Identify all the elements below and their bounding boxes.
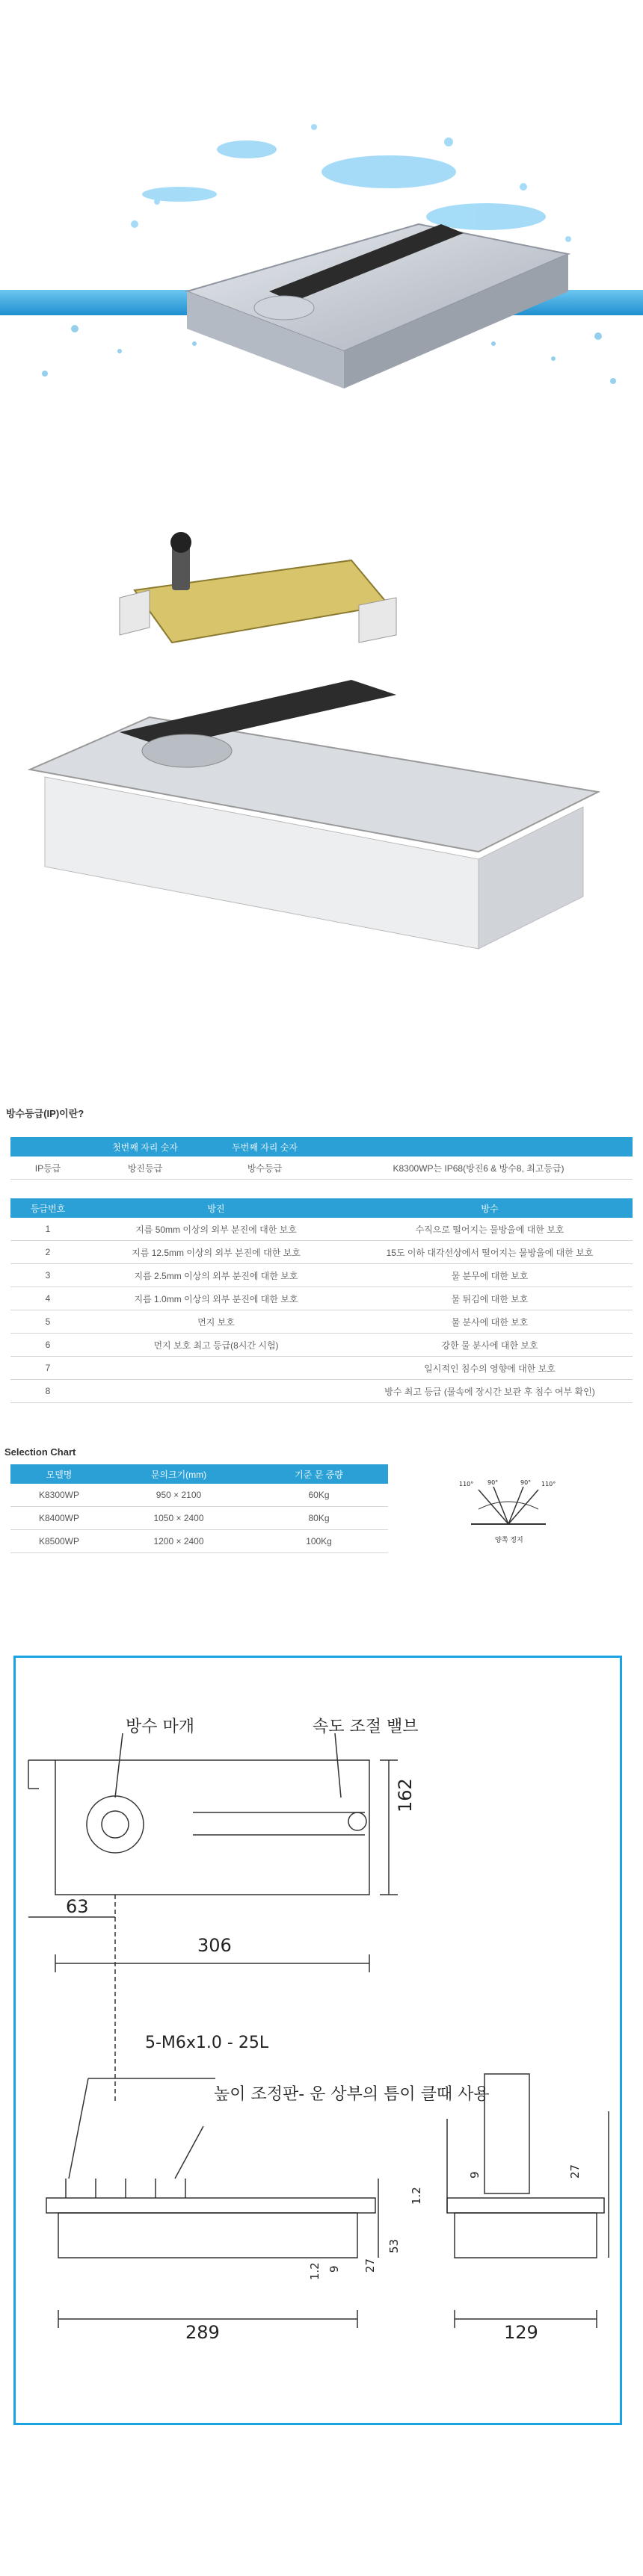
table-header-cell	[10, 1137, 85, 1157]
angle-label: 90°	[487, 1479, 499, 1486]
selection-chart-table	[10, 1464, 388, 1553]
label-height-plate: 높이 조정판- 운 상부의 틈이 클때 사용	[214, 2085, 490, 2104]
table-cell	[85, 1357, 347, 1380]
table-cell: 지름 50mm 이상의 외부 분진에 대한 보호	[85, 1218, 347, 1241]
hero-product-image	[0, 0, 643, 478]
table-cell: IP등급	[10, 1157, 85, 1180]
water-splash	[131, 124, 571, 242]
table-cell: 물 튀김에 대한 보호	[347, 1287, 633, 1310]
table-cell: 물 분무에 대한 보호	[347, 1264, 633, 1287]
table-row	[10, 1357, 633, 1380]
door-angle-diagram	[449, 1479, 568, 1554]
table-cell: K8400WP	[10, 1507, 108, 1530]
table-row	[10, 1241, 633, 1264]
table-cell: 3	[10, 1264, 85, 1287]
table-header-row	[10, 1464, 388, 1484]
table-header-cell: 방수	[347, 1198, 633, 1218]
dim-27: 27	[568, 2164, 582, 2179]
table-cell: K8300WP는 IP68(방진6 & 방수8, 최고등급)	[324, 1157, 633, 1180]
table-cell: 먼지 보호	[85, 1310, 347, 1334]
table-header-row	[10, 1137, 633, 1157]
table-row	[10, 1310, 633, 1334]
table-cell: 60Kg	[250, 1484, 388, 1507]
drawing-lines	[13, 1656, 622, 2425]
table-cell: 7	[10, 1357, 85, 1380]
table-cell: 8	[10, 1380, 85, 1403]
table-header-cell: 방진	[85, 1198, 347, 1218]
table-cell: 100Kg	[250, 1530, 388, 1553]
table-row	[10, 1484, 388, 1507]
angle-label: 90°	[520, 1479, 532, 1486]
table-cell: 지름 1.0mm 이상의 외부 분진에 대한 보호	[85, 1287, 347, 1310]
dim-306: 306	[197, 1935, 232, 1956]
table-cell: 5	[10, 1310, 85, 1334]
technical-drawing	[13, 1656, 622, 2425]
table-cell: 950 × 2100	[108, 1484, 250, 1507]
table-cell: K8500WP	[10, 1530, 108, 1553]
product-detail-image	[0, 493, 643, 1031]
table-row	[10, 1334, 633, 1357]
dim-129: 129	[504, 2322, 538, 2343]
label-screw-spec: 5-M6x1.0 - 25L	[145, 2034, 269, 2052]
table-cell: 방수등급	[205, 1157, 324, 1180]
table-header-cell: 모델명	[10, 1464, 108, 1484]
table-header-cell: 첫번째 자리 숫자	[85, 1137, 205, 1157]
table-row	[10, 1507, 388, 1530]
table-row	[10, 1530, 388, 1553]
table-cell: 15도 이하 대각선상에서 떨어지는 물방울에 대한 보호	[347, 1241, 633, 1264]
pivot-bracket	[120, 532, 396, 643]
table-cell: 4	[10, 1287, 85, 1310]
label-waterproof-cap: 방수 마개	[126, 1718, 195, 1736]
table-cell: 지름 12.5mm 이상의 외부 분진에 대한 보호	[85, 1241, 347, 1264]
table-cell: 방수 최고 등급 (물속에 장시간 보관 후 침수 여부 확인)	[347, 1380, 633, 1403]
table-header-cell: 기준 문 중량	[250, 1464, 388, 1484]
dim-1-2: 1.2	[308, 2262, 322, 2280]
table-row	[10, 1157, 633, 1180]
selection-chart-title: Selection Chart	[4, 1446, 76, 1458]
table-cell: K8300WP	[10, 1484, 108, 1507]
ip-grade-table	[10, 1198, 633, 1403]
table-row	[10, 1380, 633, 1403]
table-cell: 2	[10, 1241, 85, 1264]
label-speed-valve: 속도 조절 밸브	[313, 1718, 419, 1736]
table-cell: 먼지 보호 최고 등급(8시간 시험)	[85, 1334, 347, 1357]
table-header-cell: 등급번호	[10, 1198, 85, 1218]
table-cell: 1200 × 2400	[108, 1530, 250, 1553]
angle-label: 110°	[459, 1481, 474, 1487]
table-cell: 일시적인 침수의 영향에 대한 보호	[347, 1357, 633, 1380]
table-cell: 방진등급	[85, 1157, 205, 1180]
table-row	[10, 1218, 633, 1241]
table-cell	[85, 1380, 347, 1403]
dim-9: 9	[468, 2171, 482, 2179]
dim-289: 289	[185, 2322, 220, 2343]
table-header-row	[10, 1198, 633, 1218]
table-cell: 1050 × 2400	[108, 1507, 250, 1530]
table-cell: 1	[10, 1218, 85, 1241]
dim-1-2: 1.2	[410, 2187, 423, 2205]
table-cell: 물 분사에 대한 보호	[347, 1310, 633, 1334]
table-cell: 강한 물 분사에 대한 보호	[347, 1334, 633, 1357]
floor-closer-body	[30, 680, 598, 949]
dim-162: 162	[395, 1778, 416, 1812]
table-cell: 80Kg	[250, 1507, 388, 1530]
table-header-cell: 문의크기(mm)	[108, 1464, 250, 1484]
table-cell: 수직으로 떨어지는 물방울에 대한 보호	[347, 1218, 633, 1241]
table-header-cell	[324, 1137, 633, 1157]
table-row	[10, 1287, 633, 1310]
dim-27: 27	[363, 2258, 377, 2273]
ip-section-title: 방수등급(IP)이란?	[6, 1108, 84, 1119]
table-cell: 지름 2.5mm 이상의 외부 분진에 대한 보호	[85, 1264, 347, 1287]
table-header-cell: 두번째 자리 숫자	[205, 1137, 324, 1157]
dim-53: 53	[387, 2238, 401, 2253]
dim-9: 9	[327, 2265, 341, 2273]
angle-caption: 양쪽 정지	[495, 1537, 523, 1544]
ip-summary-table	[10, 1137, 633, 1180]
dim-63: 63	[66, 1896, 89, 1917]
table-row	[10, 1264, 633, 1287]
angle-label: 110°	[541, 1481, 556, 1487]
table-cell: 6	[10, 1334, 85, 1357]
